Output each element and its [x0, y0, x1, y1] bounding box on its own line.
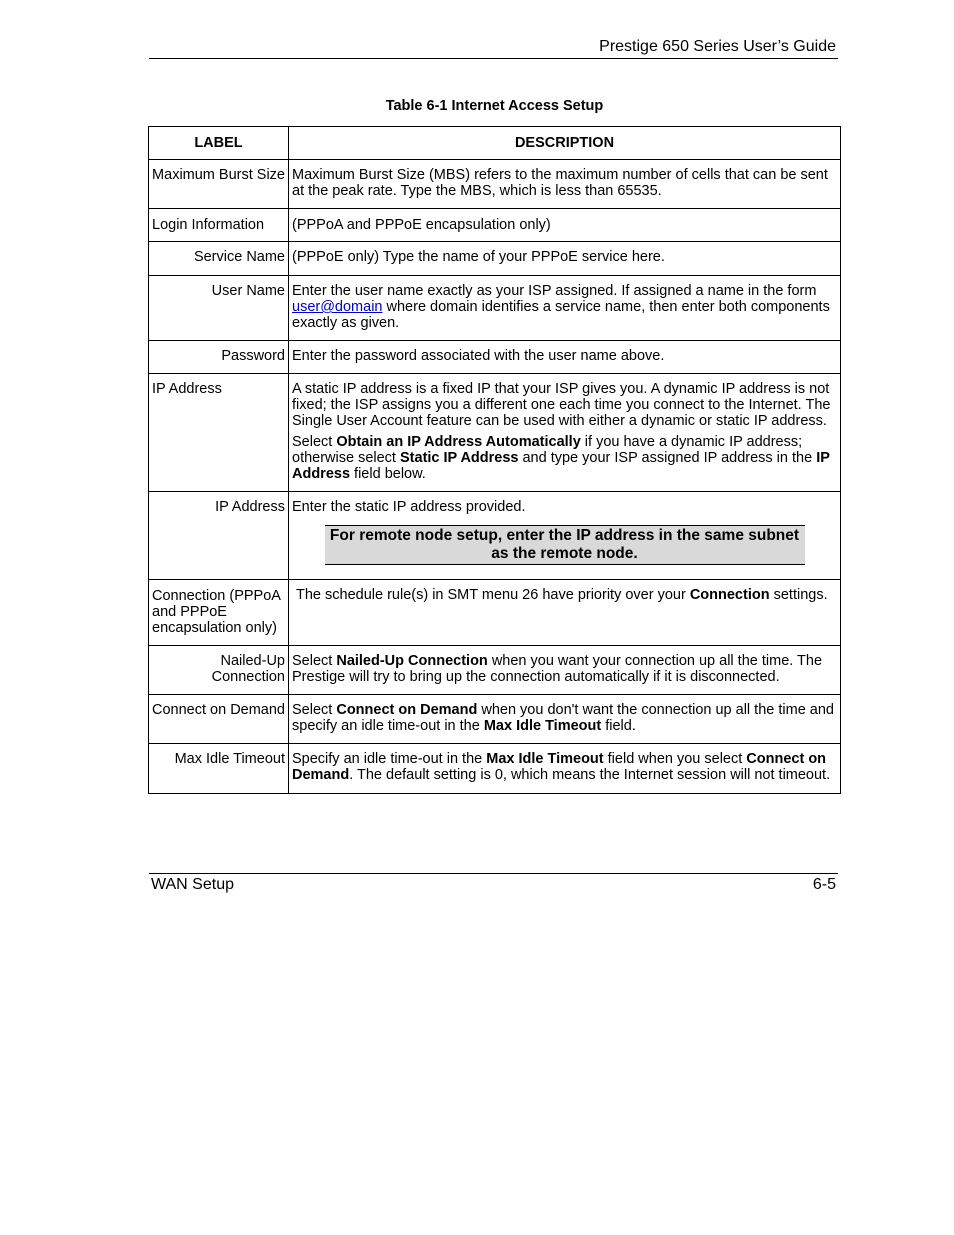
row-label: IP Address [149, 374, 289, 492]
row-label: Connection (PPPoA and PPPoE encapsulation only) [149, 580, 289, 646]
row-label: Login Information [149, 209, 289, 242]
page-number: 6-5 [812, 876, 836, 893]
table-header-row [149, 127, 841, 160]
table-row [149, 695, 841, 744]
row-description [289, 374, 841, 492]
row-label: User Name [149, 276, 289, 341]
user-domain-link[interactable]: user@domain [292, 299, 383, 315]
row-description: Select Connect on Demand when you don't want the connection up all the time and specify an idle time-out in the Max Idle Timeout field. [289, 695, 841, 744]
table-row [149, 744, 841, 794]
header-title: Prestige 650 Series User’s Guide [599, 38, 836, 55]
table-row [149, 374, 841, 492]
row-label: Password [149, 341, 289, 374]
table-row [149, 160, 841, 209]
row-description: (PPPoA and PPPoE encapsulation only) [289, 209, 841, 242]
column-header-label: LABEL [149, 127, 289, 160]
row-description: Maximum Burst Size (MBS) refers to the maximum number of cells that can be sent at the peak rate. Type the MBS, which is less than 65535. [289, 160, 841, 209]
page-footer [149, 873, 838, 898]
row-description: (PPPoE only) Type the name of your PPPoE service here. [289, 242, 841, 276]
row-description: Specify an idle time-out in the Max Idle Timeout field when you select Connect on Demand. The default setting is 0, which means the Internet session will not timeout. [289, 744, 841, 794]
row-description: Enter the user name exactly as your ISP assigned. If assigned a name in the form user@domain where domain identifies a service name, then enter both components exactly as given. [289, 276, 841, 341]
row-label: Service Name [149, 242, 289, 276]
table-row [149, 492, 841, 580]
page-header [149, 36, 838, 59]
row-label: IP Address [149, 492, 289, 580]
description-paragraph: Select Obtain an IP Address Automatically if you have a dynamic IP address; otherwise select Static IP Address and type your ISP assigned IP address in the IP Address field below. [292, 434, 830, 482]
row-description: Enter the static IP address provided. For remote node setup, enter the IP address in the same subnet as the remote node. [289, 492, 841, 580]
table-row [149, 242, 841, 276]
table-caption: Table 6-1 Internet Access Setup [385, 98, 604, 114]
table-row [149, 646, 841, 695]
table-row [149, 341, 841, 374]
internet-access-setup-table [148, 126, 841, 794]
row-label: Nailed-Up Connection [149, 646, 289, 695]
row-description: Enter the password associated with the user name above. [289, 341, 841, 374]
row-description: The schedule rule(s) in SMT menu 26 have priority over your Connection settings. [289, 580, 841, 646]
footer-section-title: WAN Setup [151, 876, 234, 893]
table-row [149, 580, 841, 646]
row-label: Max Idle Timeout [149, 744, 289, 794]
row-label: Connect on Demand [149, 695, 289, 744]
row-label: Maximum Burst Size [149, 160, 289, 209]
column-header-description: DESCRIPTION [289, 127, 841, 160]
description-paragraph: A static IP address is a fixed IP that your ISP gives you. A dynamic IP address is not fixed; the ISP assigns you a different one each time you connect to the Internet. The Single User Account feature can be used with either a dynamic or static IP address. [292, 381, 831, 429]
table-row [149, 276, 841, 341]
note-box: For remote node setup, enter the IP address in the same subnet as the remote node. [325, 525, 805, 565]
table-row [149, 209, 841, 242]
row-description: Select Nailed-Up Connection when you want your connection up all the time. The Prestige will try to bring up the connection automatically if it is disconnected. [289, 646, 841, 695]
